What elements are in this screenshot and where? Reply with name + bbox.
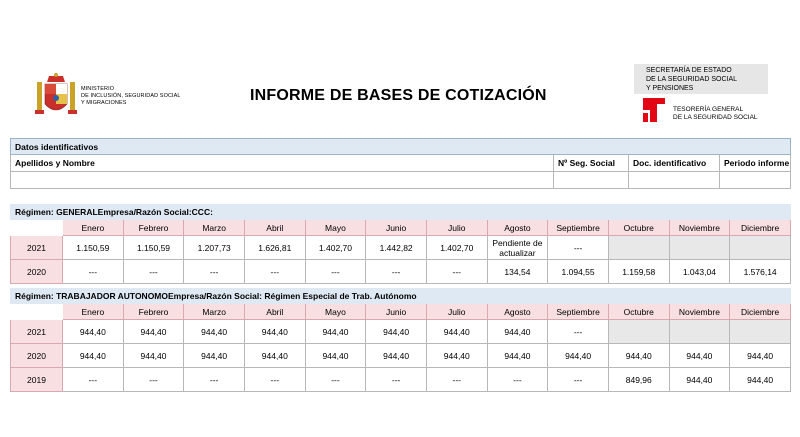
base-value-cell: 1.402,70: [426, 236, 487, 260]
table-row: [11, 236, 791, 260]
month-header: Septiembre: [548, 304, 609, 320]
month-header: Mayo: [305, 304, 366, 320]
base-value-cell: [730, 320, 791, 344]
base-value-cell: 134,54: [487, 260, 548, 284]
base-value-cell: 1.207,73: [184, 236, 245, 260]
base-value-cell: ---: [305, 368, 366, 392]
base-value-cell: 1.402,70: [305, 236, 366, 260]
base-value-cell: 944,40: [123, 320, 184, 344]
empresa-label: Empresa/Razón Social:: [97, 207, 192, 217]
tgss-name: [673, 106, 758, 122]
month-header: Septiembre: [548, 220, 609, 236]
autonomo-regime-header: [11, 289, 791, 304]
base-value-cell: 944,40: [244, 320, 305, 344]
base-value-cell: 1.576,14: [730, 260, 791, 284]
name-value: [11, 172, 554, 189]
ministry-name: [81, 86, 221, 107]
month-header: Marzo: [184, 220, 245, 236]
base-value-cell: ---: [426, 260, 487, 284]
base-value-cell: ---: [548, 320, 609, 344]
base-value-cell: 944,40: [305, 320, 366, 344]
ministry-logo-block: [35, 72, 221, 120]
month-header: Febrero: [123, 220, 184, 236]
base-value-cell: 944,40: [608, 344, 669, 368]
base-value-cell: 944,40: [63, 344, 124, 368]
base-value-cell: [608, 236, 669, 260]
doc-value: [629, 172, 720, 189]
month-header: Abril: [244, 220, 305, 236]
corner-cell: [11, 304, 63, 320]
month-header: Noviembre: [669, 304, 730, 320]
identification-section-label: Datos identificativos: [11, 139, 791, 155]
base-value-cell: ---: [123, 260, 184, 284]
month-header: Diciembre: [730, 220, 791, 236]
base-value-cell: 849,96: [608, 368, 669, 392]
base-value-cell: 1.442,82: [366, 236, 427, 260]
month-header: Mayo: [305, 220, 366, 236]
base-value-cell: 1.626,81: [244, 236, 305, 260]
autonomo-regime-table: [10, 288, 791, 392]
base-value-cell: 1.150,59: [63, 236, 124, 260]
tgss-logo-block: [641, 96, 758, 129]
year-cell: 2020: [11, 260, 63, 284]
base-value-cell: [608, 320, 669, 344]
base-value-cell: 944,40: [63, 320, 124, 344]
corner-cell: [11, 220, 63, 236]
tgss-line: DE LA SEGURIDAD SOCIAL: [673, 114, 758, 121]
base-value-cell: 944,40: [244, 344, 305, 368]
base-value-cell: ---: [366, 368, 427, 392]
base-value-cell: 944,40: [366, 320, 427, 344]
tgss-line: TESORERÍA GENERAL: [673, 106, 744, 113]
base-value-cell: Pendiente de actualizar: [487, 236, 548, 260]
base-value-cell: 944,40: [669, 344, 730, 368]
month-header: Octubre: [608, 220, 669, 236]
regimen-label: Régimen: GENERAL: [15, 207, 98, 217]
month-header: Enero: [63, 304, 124, 320]
month-header: Enero: [63, 220, 124, 236]
ccc-label: CCC:: [191, 207, 213, 217]
year-cell: 2019: [11, 368, 63, 392]
base-value-cell: 944,40: [366, 344, 427, 368]
month-header: Marzo: [184, 304, 245, 320]
month-header-row: [11, 304, 791, 320]
base-value-cell: ---: [63, 260, 124, 284]
base-value-cell: ---: [184, 260, 245, 284]
month-header: Julio: [426, 220, 487, 236]
base-value-cell: 944,40: [548, 344, 609, 368]
year-cell: 2021: [11, 320, 63, 344]
year-cell: 2021: [11, 236, 63, 260]
base-value-cell: [669, 320, 730, 344]
base-value-cell: 944,40: [669, 368, 730, 392]
base-value-cell: 944,40: [426, 344, 487, 368]
month-header: Noviembre: [669, 220, 730, 236]
secretaria-block: [634, 64, 768, 94]
empresa-label: Empresa/Razón Social: Régimen Especial de Trab. Autónomo: [168, 291, 417, 301]
base-value-cell: ---: [487, 368, 548, 392]
table-row: [11, 344, 791, 368]
month-header: Octubre: [608, 304, 669, 320]
table-row: [11, 260, 791, 284]
ministry-line: MINISTERIO: [81, 85, 115, 92]
base-value-cell: ---: [63, 368, 124, 392]
base-value-cell: ---: [184, 368, 245, 392]
doc-column-header: Doc. identificativo: [629, 155, 720, 172]
base-value-cell: ---: [548, 236, 609, 260]
month-header: Julio: [426, 304, 487, 320]
page-title: INFORME DE BASES DE COTIZACIÓN: [250, 87, 547, 104]
base-value-cell: 944,40: [184, 320, 245, 344]
base-value-cell: ---: [244, 260, 305, 284]
periodo-value: [720, 172, 791, 189]
identification-table: [10, 138, 791, 189]
name-column-header: Apellidos y Nombre: [11, 155, 554, 172]
base-value-cell: 1.094,55: [548, 260, 609, 284]
secretaria-line: DE LA SEGURIDAD SOCIAL: [646, 76, 738, 83]
month-header-row: [11, 220, 791, 236]
regimen-label: Régimen: TRABAJADOR AUTONOMO: [15, 291, 169, 301]
secretaria-line: Y PENSIONES: [646, 85, 694, 92]
month-header: Diciembre: [730, 304, 791, 320]
base-value-cell: ---: [305, 260, 366, 284]
base-value-cell: [669, 236, 730, 260]
base-value-cell: ---: [123, 368, 184, 392]
base-value-cell: 1.159,58: [608, 260, 669, 284]
base-value-cell: 944,40: [305, 344, 366, 368]
base-value-cell: 944,40: [426, 320, 487, 344]
year-cell: 2020: [11, 344, 63, 368]
base-value-cell: 944,40: [184, 344, 245, 368]
base-value-cell: 1.043,04: [669, 260, 730, 284]
month-header: Junio: [366, 304, 427, 320]
base-value-cell: 944,40: [730, 344, 791, 368]
tgss-logo-icon: [641, 96, 667, 129]
table-row: [11, 320, 791, 344]
nss-column-header: Nº Seg. Social: [554, 155, 629, 172]
base-value-cell: 944,40: [487, 344, 548, 368]
month-header: Agosto: [487, 220, 548, 236]
secretaria-line: SECRETARÍA DE ESTADO: [646, 67, 732, 74]
base-value-cell: ---: [244, 368, 305, 392]
base-value-cell: 1.150,59: [123, 236, 184, 260]
report-header: [0, 0, 800, 135]
general-regime-table: [10, 204, 791, 284]
base-value-cell: ---: [548, 368, 609, 392]
periodo-column-header: Periodo informe: [720, 155, 791, 172]
nss-value: [554, 172, 629, 189]
table-row: [11, 368, 791, 392]
base-value-cell: [730, 236, 791, 260]
month-header: Junio: [366, 220, 427, 236]
base-value-cell: ---: [366, 260, 427, 284]
base-value-cell: 944,40: [730, 368, 791, 392]
base-value-cell: 944,40: [487, 320, 548, 344]
ministry-line: Y MIGRACIONES: [81, 99, 127, 106]
month-header: Abril: [244, 304, 305, 320]
month-header: Febrero: [123, 304, 184, 320]
base-value-cell: 944,40: [123, 344, 184, 368]
coat-of-arms-icon: [35, 72, 77, 120]
base-value-cell: ---: [426, 368, 487, 392]
month-header: Agosto: [487, 304, 548, 320]
general-regime-header: [11, 205, 791, 220]
ministry-line: DE INCLUSIÓN, SEGURIDAD SOCIAL: [81, 92, 181, 99]
